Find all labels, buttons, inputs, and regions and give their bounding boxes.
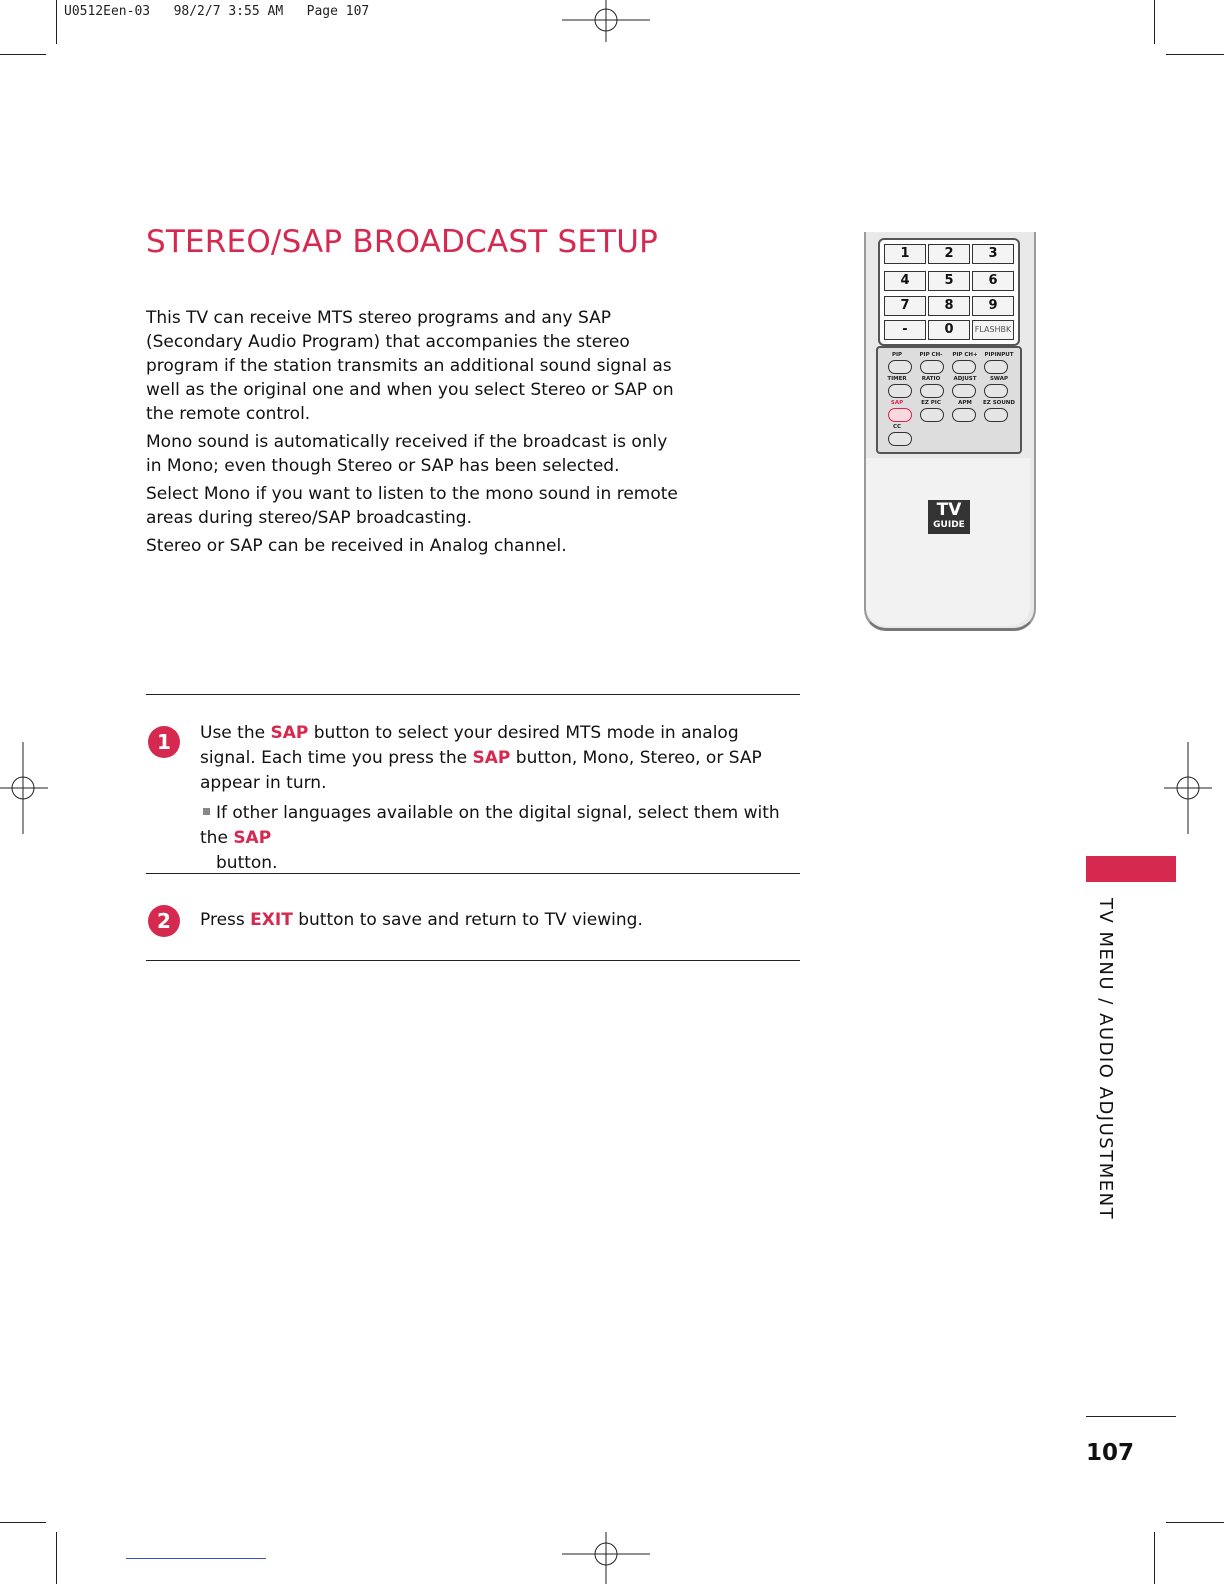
page-number-rule [1086, 1416, 1176, 1417]
crop-mark [0, 1522, 46, 1523]
page-number: 107 [1086, 1440, 1135, 1466]
key-dash: - [884, 320, 926, 340]
fn-button [888, 360, 912, 374]
fn-button [984, 360, 1008, 374]
intro-paragraph: Mono sound is automatically received if the broadcast is only in Mono; even though Stereo or SAP has been selected. [146, 432, 668, 476]
fn-button [920, 408, 944, 422]
key-7: 7 [884, 296, 926, 316]
step-1-number: 1 [148, 726, 180, 758]
number-keypad [878, 238, 1020, 346]
crop-mark [56, 1532, 57, 1584]
sap-key-label: SAP [233, 828, 272, 848]
step-divider [146, 873, 800, 874]
crop-mark [0, 54, 46, 55]
key-2: 2 [928, 244, 970, 264]
function-keypad [876, 346, 1022, 454]
sap-key-label: SAP [270, 723, 309, 743]
tv-guide-logo [928, 500, 970, 534]
crop-mark [56, 0, 57, 44]
fn-label-apm: APM [958, 400, 972, 406]
tv-guide-logo-top: TV [936, 500, 962, 520]
crop-mark [1154, 1532, 1155, 1584]
registration-mark-top [560, 0, 652, 42]
fn-label-pip-ch-plus: PIP CH+ [952, 352, 978, 358]
key-8: 8 [928, 296, 970, 316]
step-divider [146, 694, 800, 695]
key-3: 3 [972, 244, 1014, 264]
fn-label-sap: SAP [890, 400, 904, 406]
fn-label-ez-sound: EZ SOUND [983, 400, 1015, 406]
fn-button [888, 384, 912, 398]
registration-mark-bottom [560, 1532, 652, 1584]
fn-button [952, 408, 976, 422]
crop-mark [1166, 1522, 1224, 1523]
sap-button-highlight [888, 408, 912, 422]
page-title: STEREO/SAP BROADCAST SETUP [146, 224, 659, 260]
step-2-number: 2 [148, 905, 180, 937]
fn-button [952, 360, 976, 374]
print-slug: U0512Een-03 98/2/7 3:55 AM Page 107 [64, 4, 370, 19]
section-tab-label: TV MENU / AUDIO ADJUSTMENT [1095, 898, 1116, 1221]
registration-mark-left [0, 742, 48, 834]
fn-button [920, 360, 944, 374]
fn-label-ratio: RATIO [921, 376, 941, 382]
note-text-part: If other languages available on the digital signal, select them with the [200, 803, 780, 848]
fn-button [984, 384, 1008, 398]
key-0: 0 [928, 320, 970, 340]
tv-guide-logo-bottom: GUIDE [933, 520, 965, 530]
fn-label-pip-ch-minus: PIP CH- [919, 352, 943, 358]
fn-label-cc: CC [892, 424, 902, 430]
step-text-part: button to select your desired MTS mode in analog signal. Each time you press the [200, 723, 739, 768]
note-text-part: button. [216, 853, 278, 873]
step-1-text [200, 721, 798, 796]
remote-control-illustration [862, 232, 1034, 634]
intro-paragraph: This TV can receive MTS stereo programs and any SAP (Secondary Audio Program) that accompanies the stereo program if the station transmits an additional sound signal as well as the original one and when you select Stereo or SAP on the remote control. [146, 308, 674, 424]
key-5: 5 [928, 271, 970, 291]
fn-label-ez-pic: EZ PIC [921, 400, 941, 406]
step-text-part: button, Mono, Stereo, or SAP appear in turn. [200, 748, 762, 793]
crop-mark [1166, 54, 1224, 55]
crop-mark [1154, 0, 1155, 44]
registration-mark-right [1164, 742, 1212, 834]
fn-label-swap: SWAP [989, 376, 1009, 382]
step-text-part: button to save and return to TV viewing. [292, 910, 643, 930]
exit-key-label: EXIT [250, 910, 293, 930]
key-1: 1 [884, 244, 926, 264]
fn-button [920, 384, 944, 398]
footer-link-underline [126, 1558, 266, 1559]
fn-label-pip: PIP [891, 352, 903, 358]
intro-paragraph: Stereo or SAP can be received in Analog channel. [146, 536, 567, 556]
step-divider [146, 960, 800, 961]
intro-paragraph: Select Mono if you want to listen to the mono sound in remote areas during stereo/SAP broadcasting. [146, 484, 678, 528]
section-tab-marker [1086, 856, 1176, 882]
fn-label-pipinput: PIPINPUT [984, 352, 1014, 358]
key-9: 9 [972, 296, 1014, 316]
fn-button [984, 408, 1008, 422]
key-6: 6 [972, 271, 1014, 291]
remote-lower-body [866, 458, 1030, 626]
step-text-part: Press [200, 910, 251, 930]
fn-label-timer: TIMER [887, 376, 907, 382]
fn-button [952, 384, 976, 398]
key-flashbk: FLASHBK [972, 320, 1014, 340]
fn-button [888, 432, 912, 446]
key-4: 4 [884, 271, 926, 291]
step-2-text [200, 908, 798, 933]
step-1-note [200, 801, 798, 876]
bullet-icon [203, 808, 210, 815]
sap-key-label: SAP [472, 748, 511, 768]
fn-label-adjust: ADJUST [953, 376, 977, 382]
step-text-part: Use the [200, 723, 271, 743]
intro-text [146, 306, 686, 562]
